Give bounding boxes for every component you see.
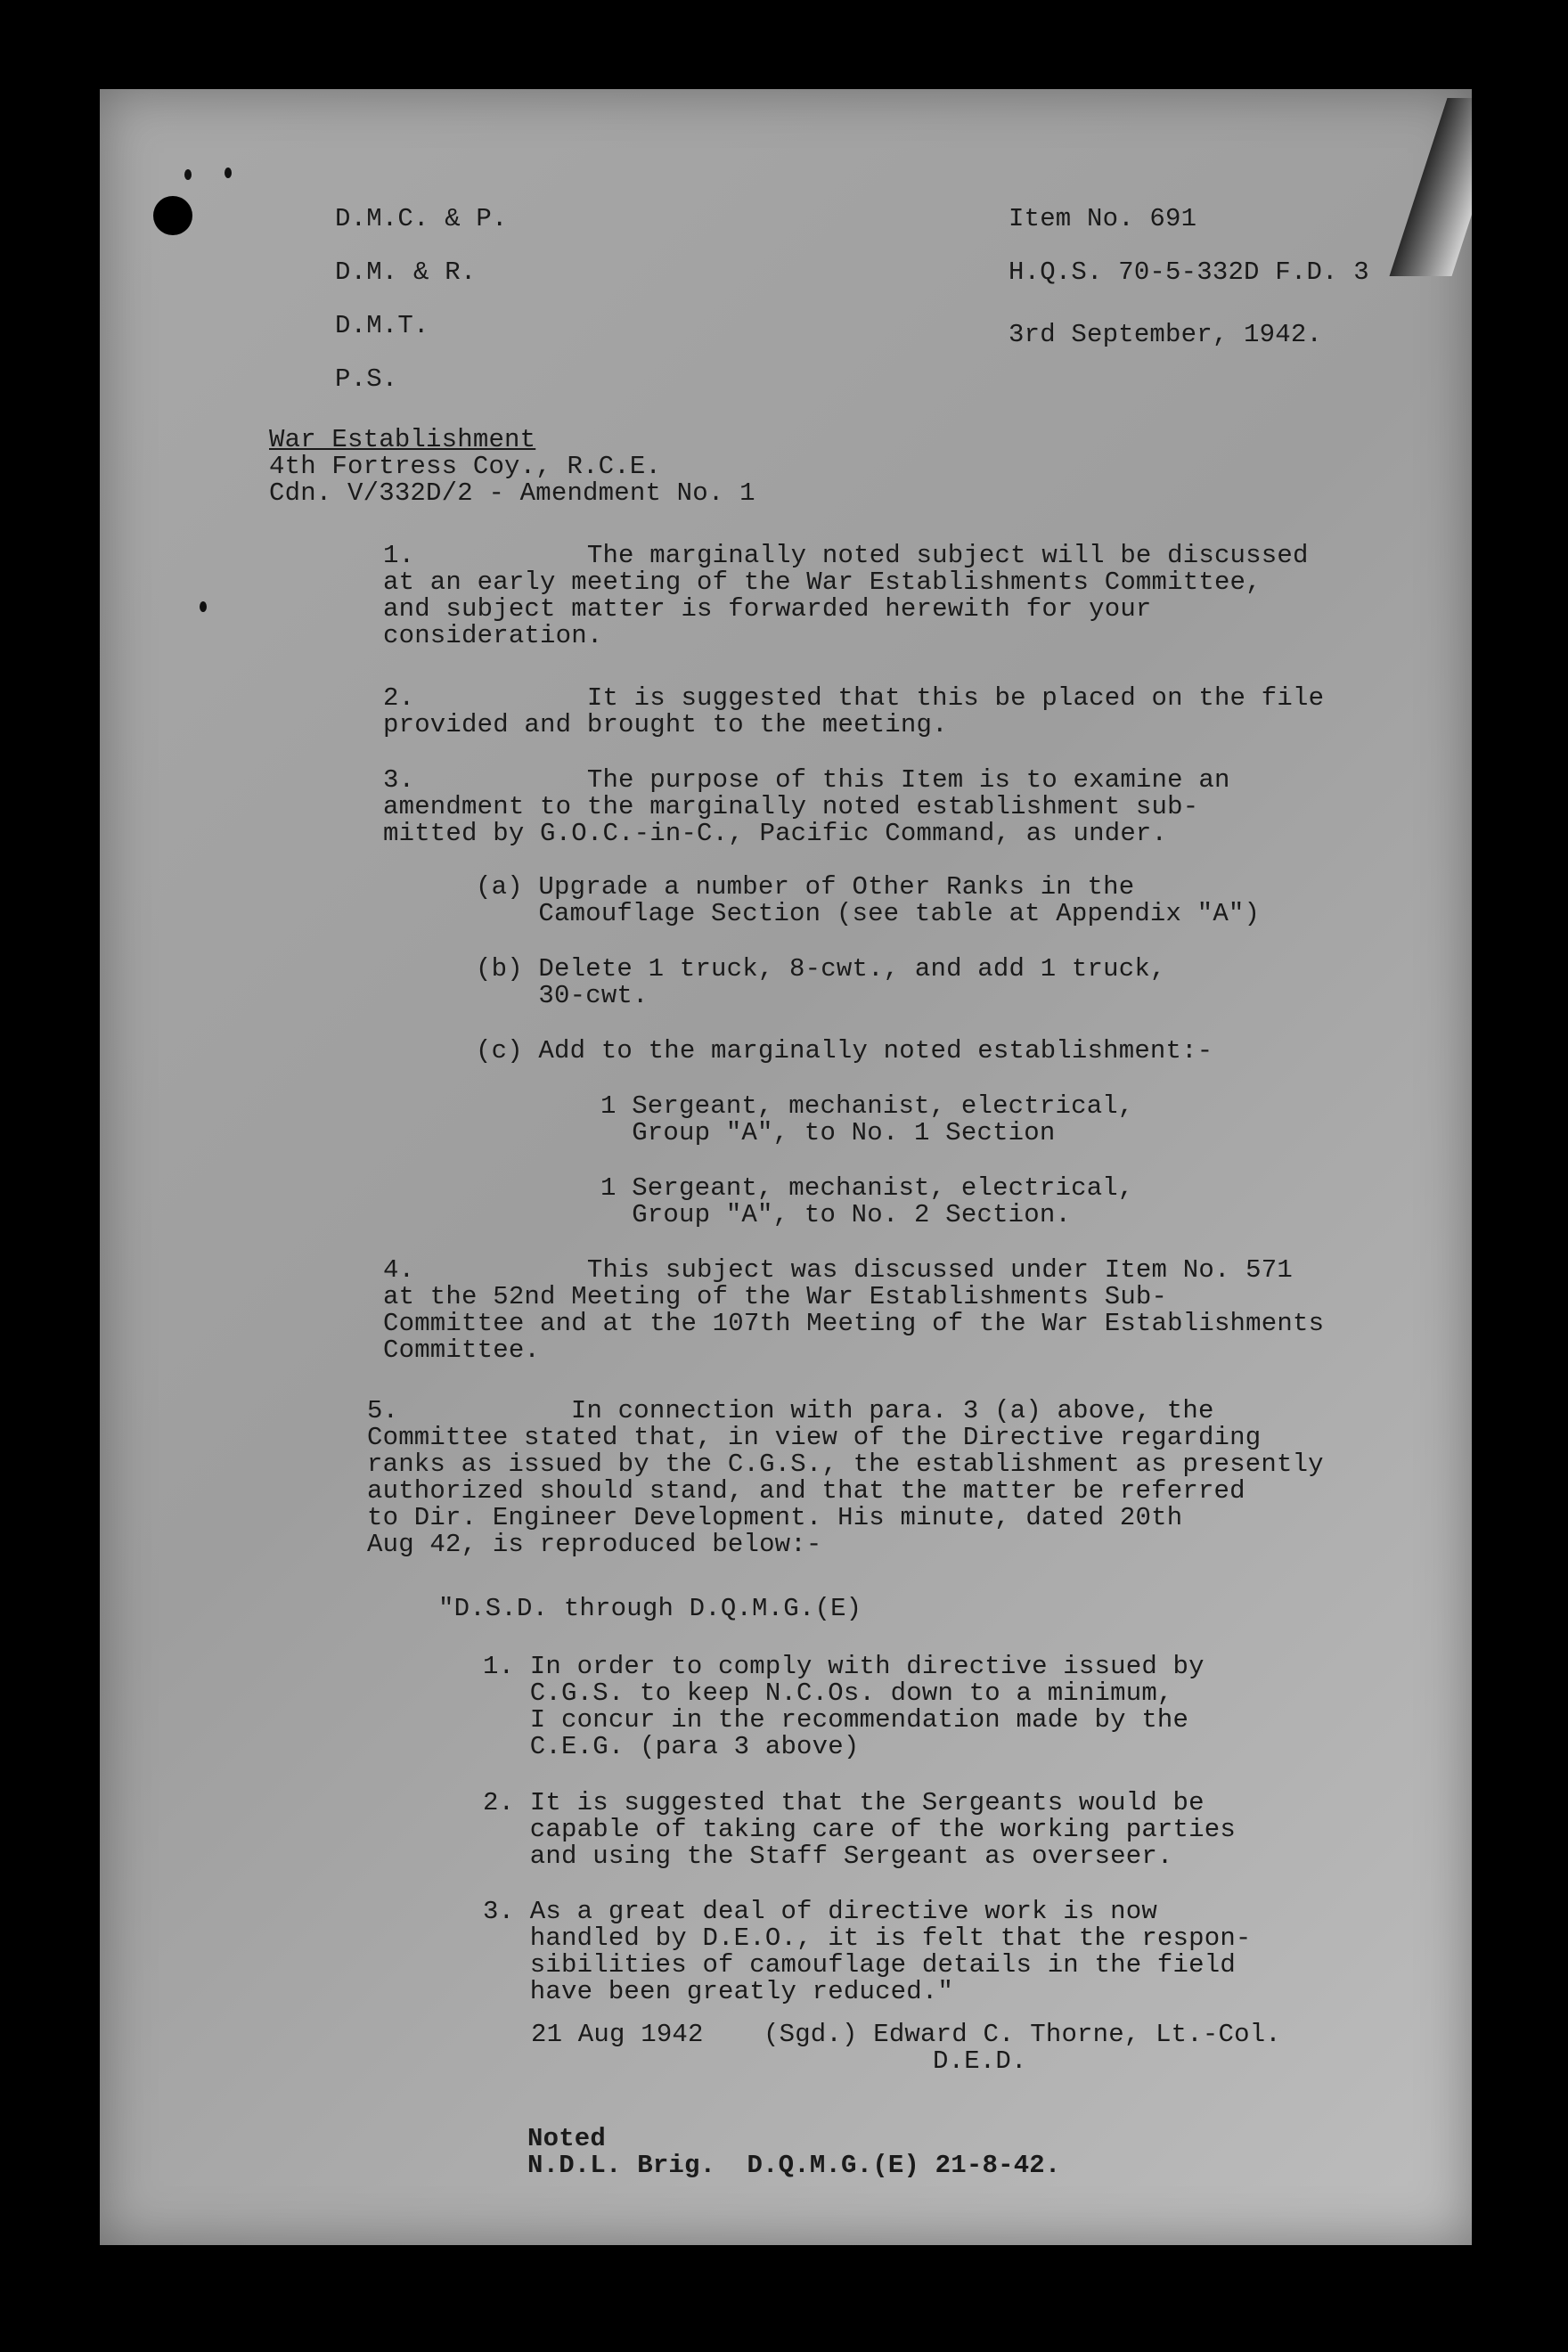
para-1-line: consideration. (383, 621, 603, 650)
para-4-line: Committee and at the 107th Meeting of the War Establishments (383, 1309, 1325, 1338)
minute-point-1: I concur in the recommendation made by the (483, 1705, 1189, 1735)
para-5-line: 5. In connection with para. 3 (a) above, the (367, 1396, 1214, 1425)
para-5-line: authorized should stand, and that the matter be referred (367, 1476, 1245, 1506)
para-4-line: Committee. (383, 1335, 541, 1365)
distribution-line-4: P.S. (335, 364, 398, 394)
para-5-line: to Dir. Engineer Development. His minute, dated 20th (367, 1503, 1183, 1532)
ink-speck (225, 167, 232, 178)
minute-point-1: C.G.S. to keep N.C.Os. down to a minimum, (483, 1678, 1173, 1708)
distribution-line-1: D.M.C. & P. (335, 204, 508, 233)
para-3c-item-1: Group "A", to No. 1 Section (600, 1118, 1056, 1147)
para-5-line: ranks as issued by the C.G.S., the establishment as presently (367, 1450, 1324, 1479)
minute-signed-date: 21 Aug 1942 (531, 2020, 704, 2049)
ink-speck (184, 169, 192, 180)
page-corner-fold (1390, 98, 1472, 276)
para-1-line: and subject matter is forwarded herewith for your (383, 594, 1152, 624)
minute-point-3: have been greatly reduced." (483, 1977, 954, 2006)
para-1-line: 1. The marginally noted subject will be discussed (383, 541, 1309, 570)
para-3a-line: (a) Upgrade a number of Other Ranks in the (476, 872, 1135, 902)
minute-point-3: sibilities of camouflage details in the field (483, 1950, 1236, 1980)
para-3c-item-1: 1 Sergeant, mechanist, electrical, (600, 1091, 1134, 1121)
para-3-line: mitted by G.O.C.-in-C., Pacific Command, as under. (383, 819, 1168, 848)
document-date: 3rd September, 1942. (1009, 320, 1323, 349)
minute-point-2: and using the Staff Sergeant as overseer. (483, 1842, 1173, 1871)
para-3a-line: Camouflage Section (see table at Appendix "A") (476, 899, 1261, 928)
para-1-line: at an early meeting of the War Establishments Committee, (383, 568, 1262, 597)
para-3-line: 3. The purpose of this Item is to examine an (383, 765, 1230, 795)
distribution-line-2: D.M. & R. (335, 257, 477, 287)
para-3-line: amendment to the marginally noted establishment sub- (383, 792, 1199, 821)
para-3c-item-2: Group "A", to No. 2 Section. (600, 1200, 1072, 1229)
para-5-line: Committee stated that, in view of the Directive regarding (367, 1423, 1262, 1452)
noted-line: N.D.L. Brig. D.Q.M.G.(E) 21-8-42. (527, 2151, 1061, 2180)
ink-speck (200, 601, 207, 612)
subject-line-1: War Establishment (269, 425, 536, 454)
para-3c-item-2: 1 Sergeant, mechanist, electrical, (600, 1173, 1134, 1203)
para-4-line: 4. This subject was discussed under Item No. 571 (383, 1255, 1293, 1285)
minute-point-3: handled by D.E.O., it is felt that the respon- (483, 1923, 1252, 1953)
minute-point-3: 3. As a great deal of directive work is now (483, 1897, 1157, 1926)
minute-point-2: 2. It is suggested that the Sergeants would be (483, 1788, 1205, 1817)
minute-signature-title: D.E.D. (933, 2046, 1027, 2076)
para-3c-line: (c) Add to the marginally noted establishment:- (476, 1036, 1213, 1066)
document-page (100, 89, 1472, 2245)
punch-hole (153, 196, 192, 235)
para-2-line: provided and brought to the meeting. (383, 710, 948, 739)
subject-line-3: Cdn. V/332D/2 - Amendment No. 1 (269, 478, 755, 508)
para-3b-line: (b) Delete 1 truck, 8-cwt., and add 1 truck, (476, 954, 1166, 984)
file-reference: H.Q.S. 70-5-332D F.D. 3 (1009, 257, 1369, 287)
distribution-line-3: D.M.T. (335, 311, 429, 340)
minute-point-2: capable of taking care of the working parties (483, 1815, 1236, 1844)
minute-point-1: 1. In order to comply with directive issued by (483, 1652, 1205, 1681)
para-3b-line: 30-cwt. (476, 981, 649, 1010)
para-2-line: 2. It is suggested that this be placed on the file (383, 683, 1325, 713)
noted-label: Noted (527, 2124, 607, 2153)
item-number: Item No. 691 (1009, 204, 1197, 233)
subject-line-2: 4th Fortress Coy., R.C.E. (269, 452, 662, 481)
minute-heading: "D.S.D. through D.Q.M.G.(E) (438, 1594, 862, 1623)
para-5-line: Aug 42, is reproduced below:- (367, 1530, 822, 1559)
minute-signature: (Sgd.) Edward C. Thorne, Lt.-Col. (764, 2020, 1281, 2049)
minute-point-1: C.E.G. (para 3 above) (483, 1732, 860, 1761)
para-4-line: at the 52nd Meeting of the War Establishments Sub- (383, 1282, 1168, 1311)
